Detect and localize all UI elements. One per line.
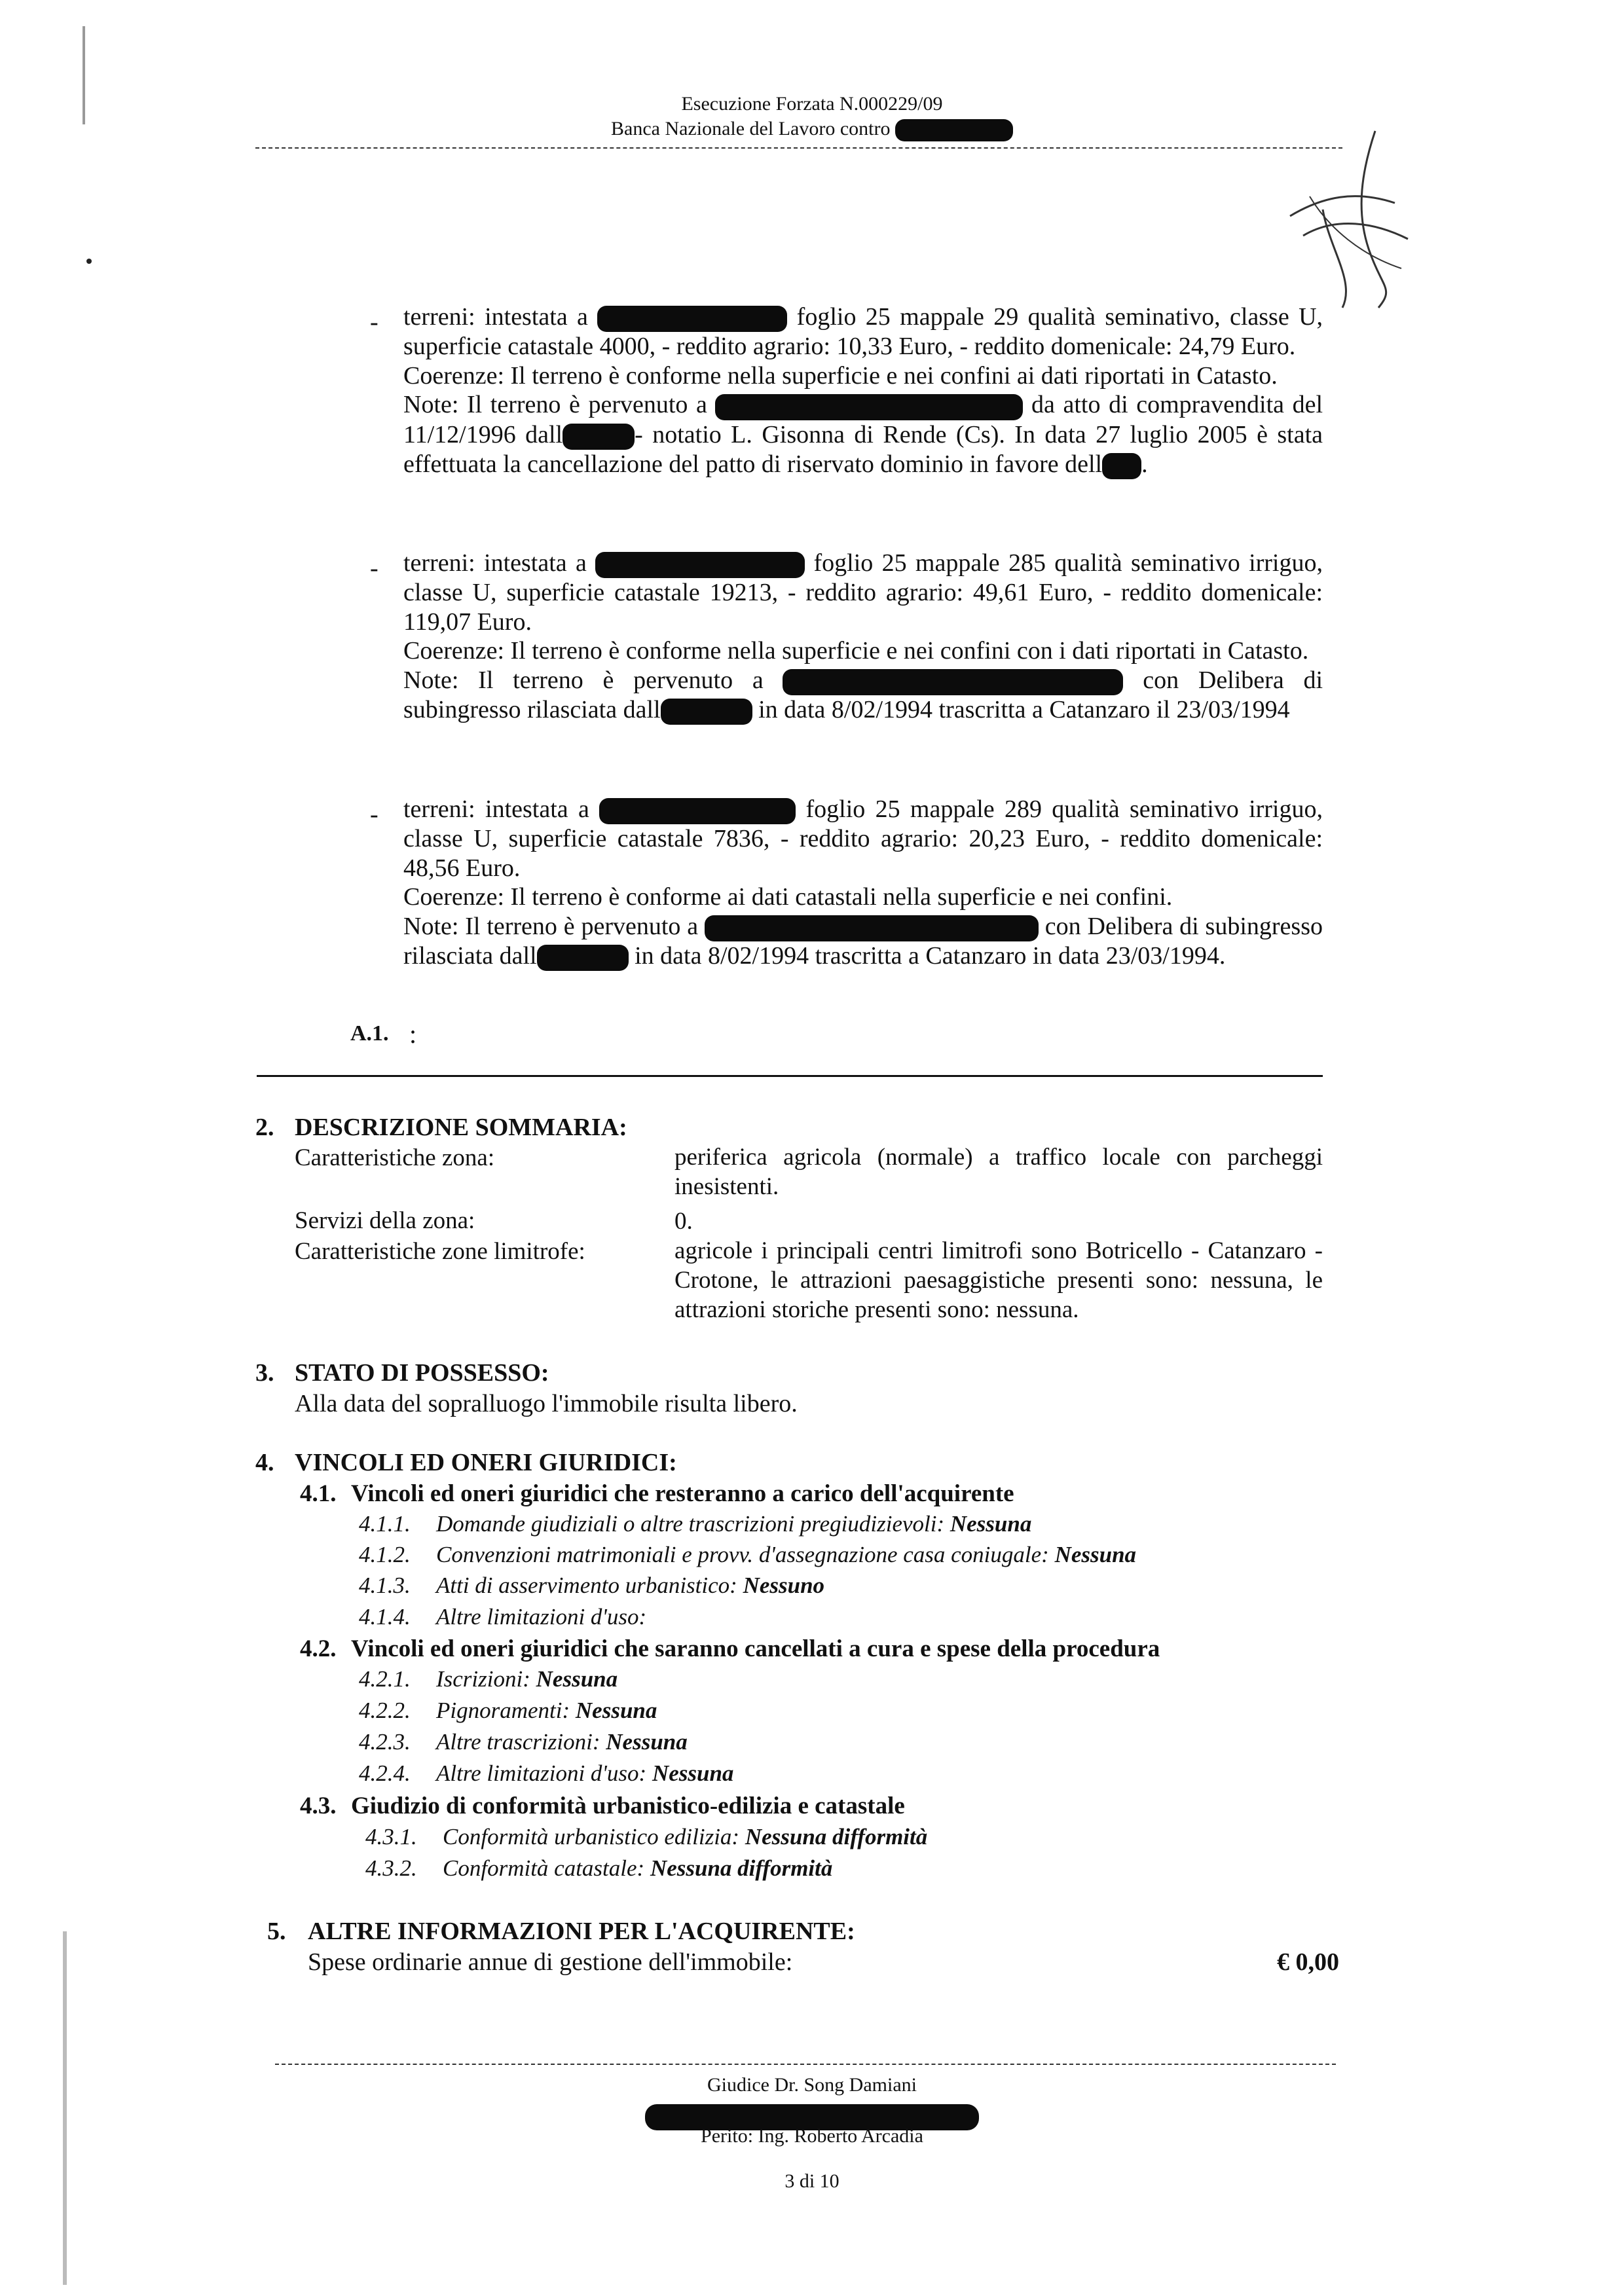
bullet: - [370, 555, 378, 582]
subsection-title: Vincoli ed oneri giuridici che saranno cancellati a cura e spese della procedura [351, 1635, 1160, 1662]
entry-coerenze: Coerenze: Il terreno è conforme nella superficie e nei confini con i dati riportati in Catasto. [403, 637, 1309, 665]
item-4-3-1 [365, 1824, 927, 1850]
item-label: Altre trascrizioni: [436, 1729, 600, 1755]
item-value: Nessuna [575, 1698, 657, 1723]
bullet: - [370, 801, 378, 828]
land-entry-3 [403, 795, 1323, 971]
a1-label: A.1. [350, 1021, 389, 1046]
entry-text: foglio 25 mappale 289 qualità seminativo irriguo, classe U, superficie catastale 7836, - reddito agrario: 20,23 Euro, - reddito domenicale: 48,56 Euro. [403, 795, 1323, 882]
item-label: Domande giudiziali o altre trascrizioni pregiudizievoli: [436, 1511, 945, 1537]
item-4-3-2 [365, 1855, 832, 1882]
entry-text: in data 8/02/1994 trascritta a Catanzaro il 23/03/1994 [758, 696, 1290, 724]
bullet: - [370, 308, 378, 336]
section-divider [257, 1075, 1323, 1077]
subsection-4-2 [300, 1635, 1160, 1663]
entry-text: da atto di compravendita del 11/12/1996 dall [403, 391, 1323, 448]
item-number: 4.3.2. [365, 1855, 417, 1881]
subsection-number: 4.3. [300, 1793, 337, 1819]
header-line-2 [0, 118, 1624, 141]
redacted-block [599, 798, 796, 824]
footer-divider [275, 2064, 1336, 2065]
zone-services-value: 0. [674, 1208, 693, 1235]
subsection-title: Giudizio di conformità urbanistico-edilizia e catastale [351, 1793, 905, 1819]
item-4-1-2 [359, 1542, 1136, 1568]
item-label: Conformità catastale: [443, 1855, 645, 1881]
item-4-1-1 [359, 1511, 1031, 1537]
footer-judge: Giudice Dr. Song Damiani [707, 2074, 917, 2096]
item-label: Atti di asservimento urbanistico: [436, 1573, 737, 1598]
item-label: Pignoramenti: [436, 1698, 570, 1723]
section-2-title: DESCRIZIONE SOMMARIA: [295, 1114, 627, 1141]
entry-description [403, 302, 1323, 361]
item-4-1-3 [359, 1573, 824, 1599]
redacted-block [597, 306, 787, 332]
header-line-1: Esecuzione Forzata N.000229/09 [681, 93, 943, 115]
item-4-2-2 [359, 1698, 657, 1724]
entry-note [403, 666, 1323, 725]
header-divider [255, 147, 1342, 149]
zone-characteristics-label: Caratteristiche zona: [295, 1144, 495, 1171]
item-label: Altre limitazioni d'uso: [436, 1760, 647, 1786]
item-value: Nessuna [536, 1666, 618, 1692]
subsection-title: Vincoli ed oneri giuridici che resteranno a carico dell'acquirente [351, 1480, 1014, 1507]
subsection-4-1 [300, 1480, 1014, 1508]
item-value: Nessuno [743, 1573, 825, 1598]
annual-expenses-label: Spese ordinarie annue di gestione dell'immobile: [308, 1948, 793, 1976]
redacted-block [595, 552, 805, 578]
section-3-title: STATO DI POSSESSO: [295, 1359, 549, 1387]
item-value: Nessuna [950, 1511, 1032, 1537]
subsection-4-3 [300, 1792, 905, 1820]
entry-note [403, 912, 1323, 972]
header-line-2-text: Banca Nazionale del Lavoro contro [611, 118, 891, 139]
zone-characteristics-value: periferica agricola (normale) a traffico locale con parcheggi inesistenti. [674, 1144, 1323, 1200]
entry-text: con Delibera di subingresso rilasciata dall [403, 912, 1323, 970]
scan-artifact [63, 1931, 67, 2285]
redacted-block [661, 699, 752, 725]
item-number: 4.2.3. [359, 1729, 411, 1755]
section-3-number: 3. [255, 1359, 274, 1387]
section-4-number: 4. [255, 1449, 274, 1476]
redacted-block [1102, 453, 1141, 479]
subsection-number: 4.2. [300, 1635, 337, 1662]
entry-text: terreni: intestata a [403, 549, 587, 577]
entry-text: foglio 25 mappale 29 qualità seminativo, classe U, superficie catastale 4000, - reddito agrario: 10,33 Euro, - reddito domenicale: 24,79 Euro. [403, 303, 1323, 361]
redacted-block [895, 119, 1013, 141]
entry-text: . [1141, 450, 1148, 478]
entry-text: Note: Il terreno è pervenuto a [403, 391, 707, 419]
item-number: 4.1.4. [359, 1604, 411, 1630]
item-4-2-3 [359, 1729, 688, 1755]
item-number: 4.1.1. [359, 1511, 411, 1537]
redacted-block [705, 915, 1039, 941]
item-4-1-4 [359, 1604, 646, 1630]
entry-description [403, 795, 1323, 883]
item-value: Nessuna [606, 1729, 688, 1755]
item-number: 4.3.1. [365, 1824, 417, 1850]
land-entry-1 [403, 302, 1323, 479]
entry-text: terreni: intestata a [403, 303, 588, 331]
scan-artifact [86, 259, 92, 264]
entry-text: - notatio L. Gisonna di Rende (Cs). In data 27 luglio 2005 è stata effettuata la cancellazione del patto di riservato dominio in favore dell [403, 420, 1323, 478]
entry-coerenze: Coerenze: Il terreno è conforme nella superficie e nei confini ai dati riportati in Catasto. [403, 361, 1278, 390]
entry-text: in data 8/02/1994 trascritta a Catanzaro in data 23/03/1994. [635, 942, 1226, 970]
land-entry-2 [403, 549, 1323, 725]
item-value: Nessuna difformità [650, 1855, 833, 1881]
entry-note [403, 390, 1323, 479]
section-4-title: VINCOLI ED ONERI GIURIDICI: [295, 1449, 677, 1476]
neighbouring-zones-label: Caratteristiche zone limitrofe: [295, 1238, 585, 1265]
zone-services-label: Servizi della zona: [295, 1207, 475, 1234]
item-value: Nessuna [1054, 1542, 1137, 1567]
section-5-title: ALTRE INFORMAZIONI PER L'ACQUIRENTE: [308, 1918, 855, 1945]
entry-coerenze: Coerenze: Il terreno è conforme ai dati catastali nella superficie e nei confini. [403, 883, 1173, 911]
item-number: 4.2.1. [359, 1666, 411, 1692]
a1-value: : [409, 1019, 417, 1049]
item-value: Nessuna [652, 1760, 734, 1786]
redacted-block [563, 424, 635, 450]
footer-expert: Perito: Ing. Roberto Arcadia [701, 2125, 923, 2147]
entry-text: terreni: intestata a [403, 795, 589, 823]
entry-text: Note: Il terreno è pervenuto a [403, 912, 699, 940]
entry-text: foglio 25 mappale 285 qualità seminativo irriguo, classe U, superficie catastale 19213, - reddito agrario: 49,61 Euro, - reddito domenicale: 119,07 Euro. [403, 549, 1323, 636]
entry-text: con Delibera di subingresso rilasciata dall [403, 666, 1323, 724]
redacted-block [537, 945, 629, 971]
annual-expenses-value: € 0,00 [1277, 1948, 1339, 1976]
item-number: 4.1.3. [359, 1573, 411, 1598]
redacted-block [783, 669, 1123, 695]
section-2-number: 2. [255, 1114, 274, 1141]
entry-text: Note: Il terreno è pervenuto a [403, 666, 764, 694]
possession-status-text: Alla data del sopralluogo l'immobile risulta libero. [295, 1390, 798, 1417]
item-4-2-1 [359, 1666, 618, 1692]
item-label: Altre limitazioni d'uso: [436, 1604, 647, 1630]
item-value: Nessuna difformità [745, 1824, 928, 1850]
entry-description [403, 549, 1323, 636]
item-number: 4.2.4. [359, 1760, 411, 1786]
item-number: 4.1.2. [359, 1542, 411, 1567]
item-label: Conformità urbanistico edilizia: [443, 1824, 740, 1850]
neighbouring-zones-value: agricole i principali centri limitrofi sono Botricello - Catanzaro - Crotone, le attrazioni paesaggistiche presenti sono: nessuna, le attrazioni storiche presenti sono: nessuna. [674, 1237, 1323, 1323]
item-label: Iscrizioni: [436, 1666, 530, 1692]
item-4-2-4 [359, 1760, 733, 1787]
section-5-number: 5. [267, 1918, 286, 1945]
item-number: 4.2.2. [359, 1698, 411, 1723]
subsection-number: 4.1. [300, 1480, 337, 1507]
redacted-block [715, 394, 1023, 420]
page-number: 3 di 10 [784, 2170, 840, 2192]
item-label: Convenzioni matrimoniali e provv. d'assegnazione casa coniugale: [436, 1542, 1049, 1567]
